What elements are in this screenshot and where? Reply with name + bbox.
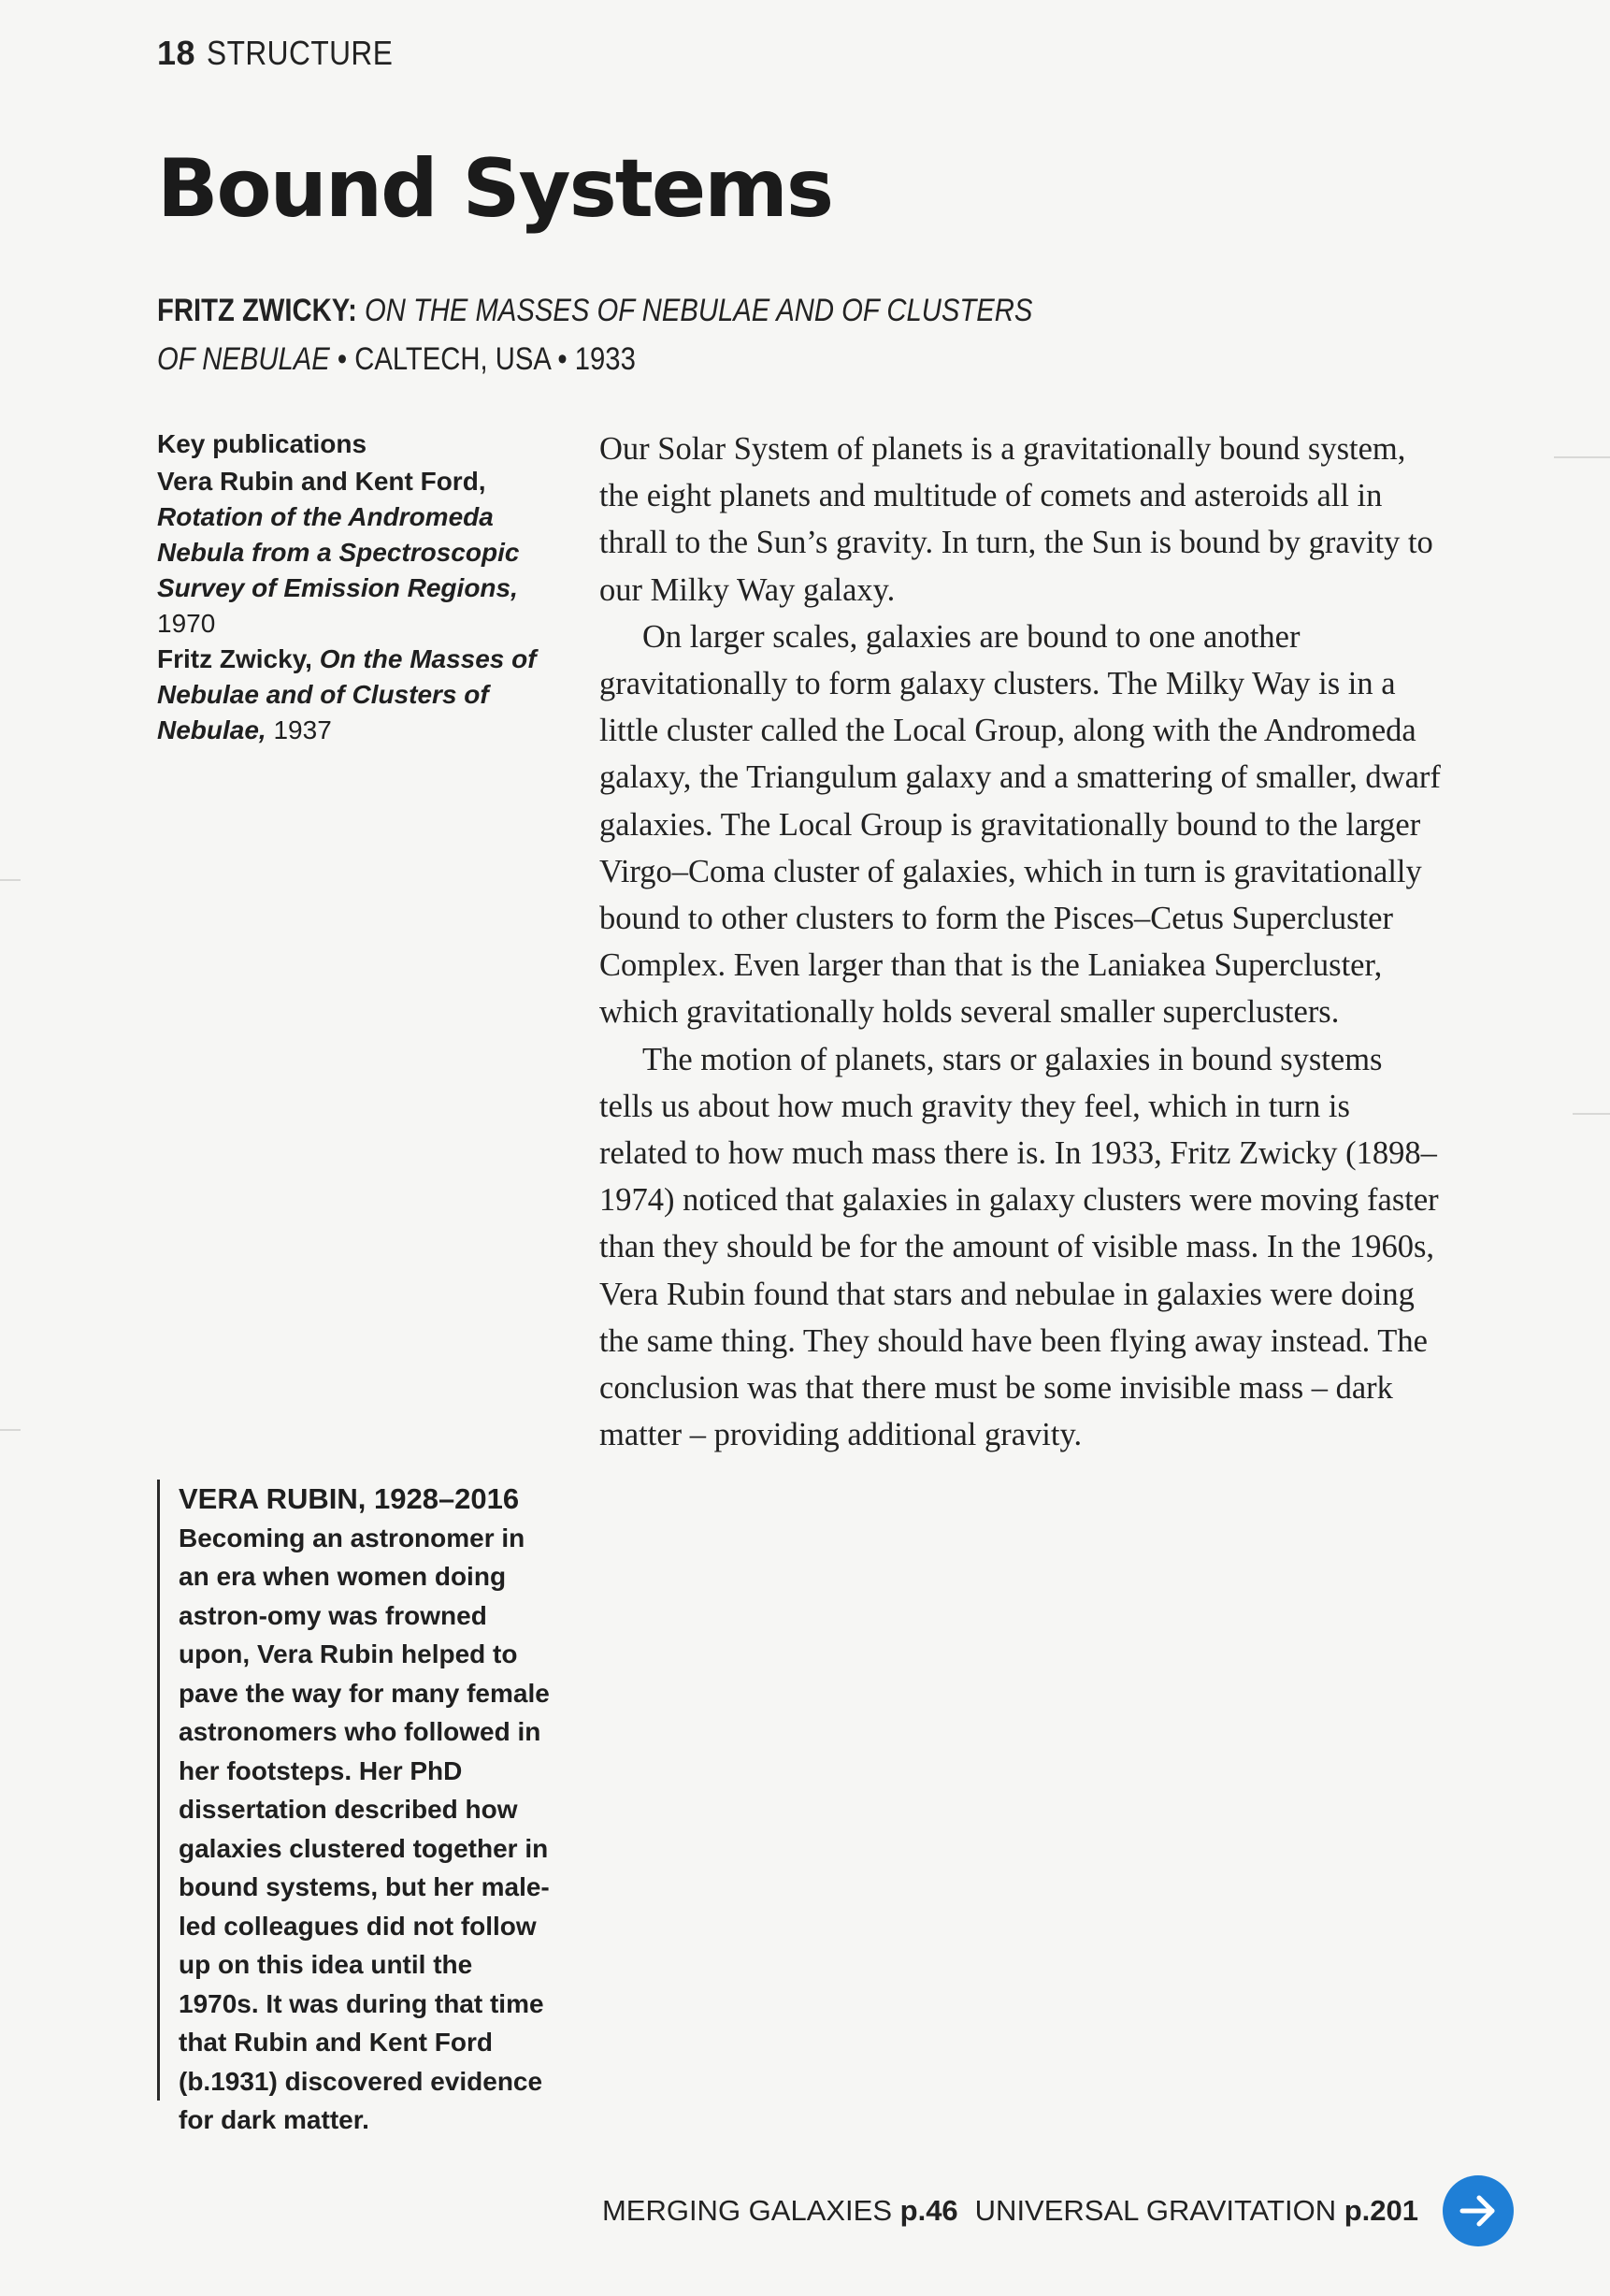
publication-author: Vera Rubin and Kent Ford, <box>157 467 486 496</box>
cross-references <box>602 2173 1514 2248</box>
scan-mark <box>0 879 21 881</box>
cross-reference-label: MERGING GALAXIES <box>601 2194 893 2227</box>
subtitle-year: 1933 <box>574 341 636 377</box>
publication-author: Fritz Zwicky, <box>157 644 312 673</box>
key-publications <box>157 426 550 748</box>
next-arrow-button[interactable] <box>1443 2175 1514 2246</box>
body-paragraph: The motion of planets, stars or galaxies in bound systems tells us about how much gravity they feel, which in turn is related to how much mass there is. In 1933, Fritz Zwicky (1898–1974) noticed that galaxies in galaxy clusters were moving faster than they should be for the amount of visible mass. In the 1960s, Vera Rubin found that stars and nebulae in galaxies were doing the same thing. They should have been flying away instead. The conclusion was that there must be some invisible mass – dark matter – providing additional gravity. <box>599 1041 1439 1453</box>
cross-reference-page: p.46 <box>899 2194 958 2227</box>
subtitle-place: CALTECH, USA <box>354 341 551 377</box>
body-paragraph: Our Solar System of planets is a gravitationally bound system, the eight planets and multitude of comets and asteroids all in thrall to the Sun’s gravity. In turn, the Sun is bound by gravity to our Milky Way galaxy. <box>599 431 1433 608</box>
sidebar-heading: VERA RUBIN, 1928–2016 <box>179 1482 520 1515</box>
arrow-right-icon <box>1455 2188 1502 2234</box>
running-head <box>157 34 419 73</box>
scan-mark <box>1573 1113 1610 1115</box>
publication-year: 1970 <box>157 609 216 638</box>
biography-sidebar <box>157 1480 550 2134</box>
cross-reference-label: UNIVERSAL GRAVITATION <box>974 2194 1337 2227</box>
section-name: STRUCTURE <box>207 34 394 72</box>
bullet-separator: • <box>557 341 568 377</box>
body-paragraph: On larger scales, galaxies are bound to one another gravitationally to form galaxy clusters. The Milky Way is in a little cluster called the Local Group, along with the Andromeda galaxy, the Triangulum galaxy and a smattering of smaller, dwarf galaxies. The Local Group is gravitationally bound to the larger Virgo–Coma cluster of galaxies, which in turn is gravitationally bound to other clusters to form the Pisces–Cetus Supercluster Complex. Even larger than that is the Laniakea Supercluster, which gravitationally holds several smaller superclusters. <box>599 618 1441 1031</box>
bullet-separator: • <box>337 341 348 377</box>
page-number: 18 <box>157 34 196 72</box>
publication-title: On the Masses of Nebulae and of Clusters of Nebulae, <box>157 644 537 744</box>
scan-mark <box>1554 456 1610 458</box>
cross-reference-page: p.201 <box>1344 2194 1418 2227</box>
scan-mark <box>0 1429 21 1431</box>
sidebar-text: Becoming an astronomer in an era when women doing astron-omy was frowned upon, Vera Rubin helped to pave the way for many female astronomers who followed in her footsteps. Her PhD dissertation described how galaxies clustered together in bound systems, but her male-led colleagues did not follow up on this idea until the 1970s. It was during that time that Rubin and Kent Ford (b.1931) discovered evidence for dark matter. <box>179 1523 550 2134</box>
publication-year: 1937 <box>273 715 332 744</box>
subtitle-author: FRITZ ZWICKY: <box>157 293 357 328</box>
main-body <box>599 426 1441 1458</box>
publication-title: Rotation of the Andromeda Nebula from a Spectroscopic Survey of Emission Regions, <box>157 502 520 602</box>
key-publications-heading: Key publications <box>157 429 367 458</box>
cross-reference-link[interactable] <box>602 2194 958 2228</box>
subtitle-work-line1: ON THE MASSES OF NEBULAE AND OF CLUSTERS <box>364 293 1033 328</box>
cross-reference-link[interactable] <box>975 2194 1418 2228</box>
publication-item <box>157 642 550 748</box>
subtitle-work-line2: OF NEBULAE <box>157 341 330 377</box>
page-title: Bound Systems <box>157 142 833 236</box>
source-subtitle <box>157 286 1092 383</box>
publication-item <box>157 464 550 642</box>
